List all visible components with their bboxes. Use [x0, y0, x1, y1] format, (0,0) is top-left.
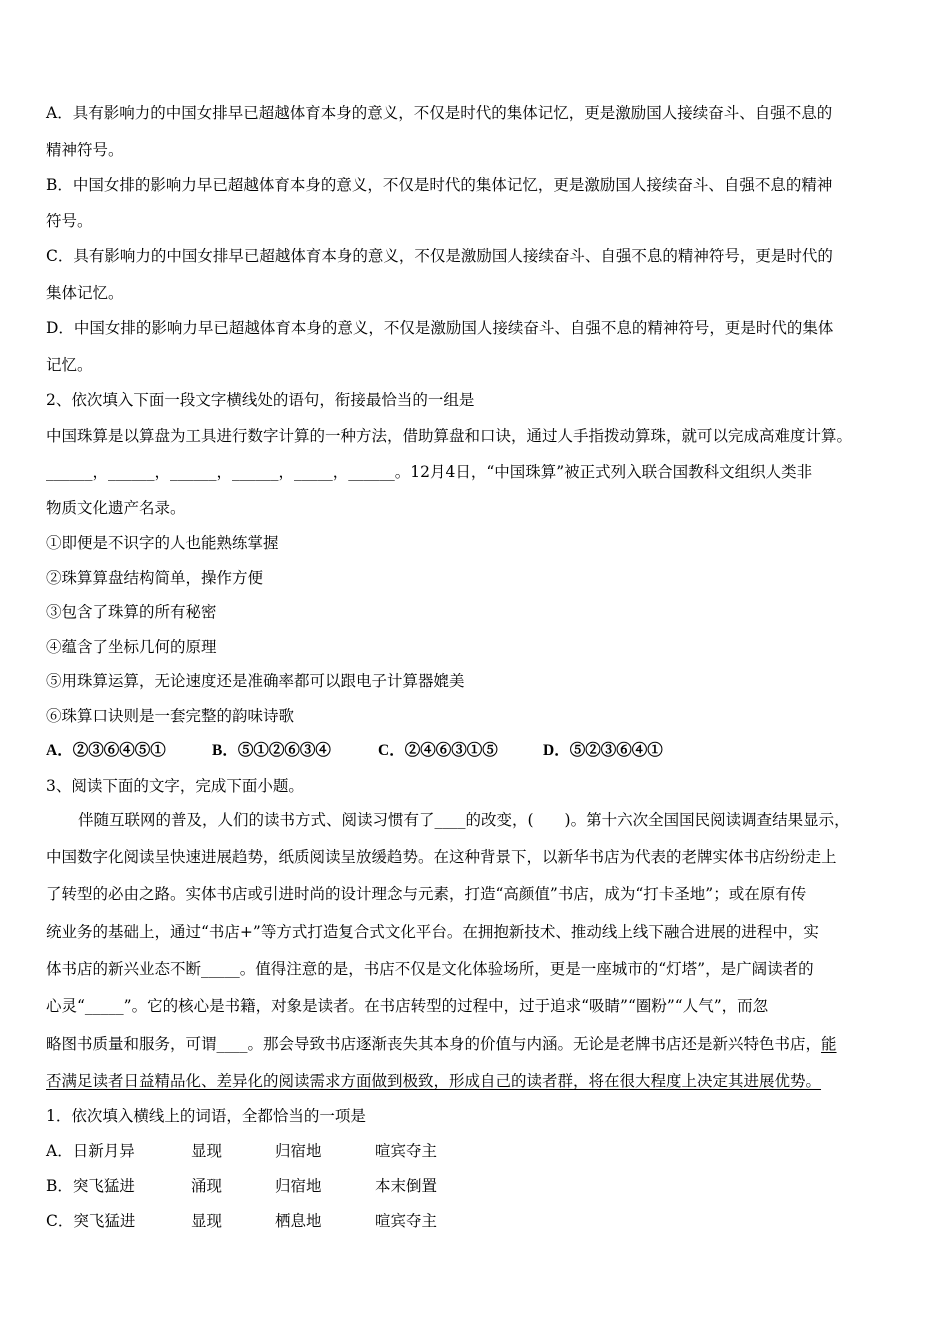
q3-passage-line5: 体书店的新兴业态不断_____。值得注意的是，书店不仅是文化体验场所，更是一座城市的“灯塔”，是广阔读者的	[46, 960, 814, 978]
q3-sub1-stem: 1．依次填入横线上的词语，全都恰当的一项是	[46, 1107, 366, 1125]
option-c-word2: 显现	[191, 1212, 223, 1230]
q1-option-a-line1: A．具有影响力的中国女排早已超越体育本身的意义，不仅是时代的集体记忆，更是激励国人接续奋斗、自强不息的	[46, 104, 833, 122]
q1-option-b-line1: B．中国女排的影响力早已超越体育本身的意义，不仅是时代的集体记忆，更是激励国人接续奋斗、自强不息的精神	[46, 176, 833, 194]
q2-choice-c: C．②④⑥③①⑤	[378, 742, 498, 759]
option-b-word3: 归宿地	[275, 1177, 322, 1195]
option-a-word4: 喧宾夺主	[375, 1142, 438, 1160]
q2-item-4: ④蕴含了坐标几何的原理	[46, 638, 217, 656]
q2-item-2: ②珠算算盘结构简单，操作方便	[46, 569, 264, 587]
q3-passage-line7-text: 略图书质量和服务，可谓____。那会导致书店逐渐丧失其本身的价值与内涵。无论是老牌书店还是新兴特色书店，	[46, 1035, 822, 1053]
q2-choice-d: D．⑤②③⑥④①	[543, 742, 663, 759]
option-c-word4: 喧宾夺主	[375, 1212, 438, 1230]
q3-passage-line8	[46, 1071, 906, 1091]
q3-passage-line1: 伴随互联网的普及，人们的读书方式、阅读习惯有了____的改变，( )。第十六次全国国民阅读调查结果显示，	[78, 811, 850, 829]
q2-paragraph-line3: 物质文化遗产名录。	[46, 499, 186, 517]
q1-option-b-line2: 符号。	[46, 212, 93, 230]
q2-item-6: ⑥珠算口诀则是一套完整的韵味诗歌	[46, 707, 295, 725]
q3-passage-line3: 了转型的必由之路。实体书店或引进时尚的设计理念与元素，打造“高颜值”书店，成为“打卡圣地”；或在原有传	[46, 885, 807, 903]
q3-passage-line6: 心灵“_____”。它的核心是书籍，对象是读者。在书店转型的过程中，过于追求“吸睛”“圈粉”“人气”，而忽	[46, 997, 769, 1015]
q2-choice-b: B．⑤①②⑥③④	[212, 742, 331, 759]
q2-item-5: ⑤用珠算运算，无论速度还是准确率都可以跟电子计算器媲美	[46, 672, 465, 690]
q2-paragraph-line2: ______，______，______，______，_____，______。12月4日，“中国珠算”被正式列入联合国教科文组织人类非	[46, 463, 813, 481]
option-a-word2: 显现	[191, 1142, 223, 1160]
q3-passage-line7	[46, 1034, 906, 1054]
q2-choice-a: A．②③⑥④⑤①	[46, 742, 166, 759]
q1-option-c-line1: C．具有影响力的中国女排早已超越体育本身的意义，不仅是激励国人接续奋斗、自强不息的精神符号，更是时代的	[46, 247, 833, 265]
option-c-word3: 栖息地	[275, 1212, 322, 1230]
option-b-word4: 本末倒置	[375, 1177, 438, 1195]
option-c-word1: C．突飞猛进	[46, 1212, 136, 1230]
q1-option-d-line1: D．中国女排的影响力早已超越体育本身的意义，不仅是激励国人接续奋斗、自强不息的精神符号，更是时代的集体	[46, 319, 834, 337]
q3-stem: 3、阅读下面的文字，完成下面小题。	[46, 777, 304, 795]
q3-passage-underlined-start: 能	[821, 1035, 837, 1053]
option-b-word2: 涌现	[191, 1177, 223, 1195]
option-b-word1: B．突飞猛进	[46, 1177, 135, 1195]
option-a-word1: A．日新月异	[46, 1142, 135, 1160]
q2-item-3: ③包含了珠算的所有秘密	[46, 603, 217, 621]
option-a-word3: 归宿地	[275, 1142, 322, 1160]
q2-item-1: ①即便是不识字的人也能熟练掌握	[46, 534, 279, 552]
q3-passage-underlined-sentence: 否满足读者日益精品化、差异化的阅读需求方面做到极致，形成自己的读者群，将在很大程度上决定其进展优势。	[46, 1072, 822, 1090]
q3-passage-line2: 中国数字化阅读呈快速进展趋势，纸质阅读呈放缓趋势。在这种背景下，以新华书店为代表的老牌实体书店纷纷走上	[46, 848, 837, 866]
q2-stem: 2、依次填入下面一段文字横线处的语句，衔接最恰当的一组是	[46, 391, 475, 409]
q1-option-c-line2: 集体记忆。	[46, 284, 124, 302]
q2-paragraph-line1: 中国珠算是以算盘为工具进行数字计算的一种方法，借助算盘和口诀，通过人手指拨动算珠，就可以完成高难度计算。	[46, 427, 853, 445]
q1-option-a-line2: 精神符号。	[46, 141, 124, 159]
q3-passage-line4: 统业务的基础上，通过“书店+”等方式打造复合式文化平台。在拥抱新技术、推动线上线下融合进展的进程中，实	[46, 923, 819, 941]
q1-option-d-line2: 记忆。	[46, 356, 93, 374]
